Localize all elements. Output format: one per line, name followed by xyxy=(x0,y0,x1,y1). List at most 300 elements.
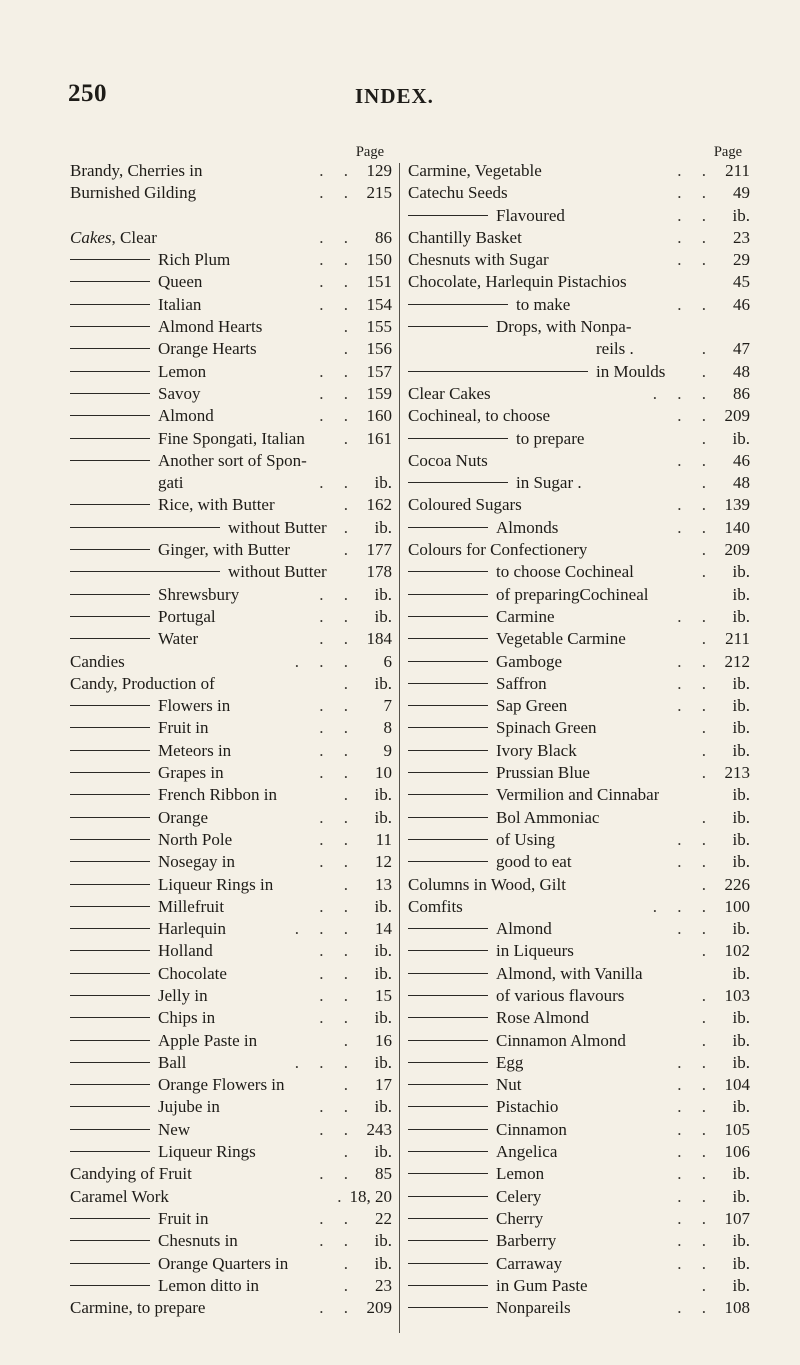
index-entry-main xyxy=(70,182,313,204)
index-term: Lemon ditto in xyxy=(158,1275,260,1295)
leader-dots: . . xyxy=(677,829,714,849)
page-reference: 103 xyxy=(724,985,750,1005)
index-entry xyxy=(70,1186,392,1208)
index-entry xyxy=(408,807,750,829)
ditto-rule xyxy=(70,794,150,795)
index-entry xyxy=(70,762,392,784)
index-entry-main xyxy=(408,985,696,1007)
index-entry xyxy=(70,1297,392,1319)
index-entry-main xyxy=(408,1141,671,1163)
index-term: to make xyxy=(516,294,571,314)
leader-dots: . . xyxy=(677,1231,714,1251)
ditto-rule xyxy=(70,348,150,349)
ditto-rule xyxy=(408,215,488,216)
page-reference: ib. xyxy=(374,1052,392,1072)
page-reference: 177 xyxy=(366,540,392,560)
leader-dots: . . xyxy=(319,183,356,203)
index-entry xyxy=(408,294,750,316)
index-term: Fruit in xyxy=(158,718,209,738)
index-term: Candies xyxy=(70,651,125,671)
index-entry-main xyxy=(408,472,696,494)
index-entry-main xyxy=(70,784,338,806)
leader-dots: . . xyxy=(319,963,356,983)
leader-dots: . . xyxy=(319,696,356,716)
page-reference: 211 xyxy=(725,629,750,649)
index-entry xyxy=(70,472,392,494)
index-entry-main xyxy=(408,784,708,806)
index-entry xyxy=(70,1253,392,1275)
index-term: Cocoa Nuts xyxy=(408,450,488,470)
ditto-rule xyxy=(70,281,150,282)
page-reference: 129 xyxy=(366,161,392,180)
index-entry-main xyxy=(70,294,313,316)
leader-dots: . xyxy=(701,807,714,827)
index-entry-main xyxy=(408,1253,671,1275)
index-entry xyxy=(408,1230,750,1252)
leader-dots: . . xyxy=(319,1008,356,1028)
page-reference: ib. xyxy=(374,517,392,537)
index-entry xyxy=(70,918,392,940)
index-entry xyxy=(408,1186,750,1208)
page-reference: 154 xyxy=(366,294,392,314)
index-term: Spinach Green xyxy=(496,718,597,738)
ditto-rule xyxy=(70,995,150,996)
index-term: Portugal xyxy=(158,606,216,626)
index-entry-main xyxy=(70,160,313,182)
index-entry xyxy=(70,1275,392,1297)
index-term: Holland xyxy=(158,941,213,961)
index-term: Carmine, Vegetable xyxy=(408,161,542,180)
index-entry xyxy=(408,940,750,962)
index-entry-main xyxy=(408,695,671,717)
page-reference: ib. xyxy=(732,696,750,716)
page-reference: 139 xyxy=(724,495,750,515)
leader-dots: . . xyxy=(677,1208,714,1228)
page-reference: 106 xyxy=(724,1142,750,1162)
page-reference: 157 xyxy=(366,361,392,381)
index-term: Almond Hearts xyxy=(158,317,263,337)
leader-dots: . xyxy=(343,1030,356,1050)
page-reference: ib. xyxy=(732,1275,750,1295)
index-entry-main xyxy=(408,249,671,271)
index-entry xyxy=(408,316,750,338)
ditto-rule xyxy=(70,1240,150,1241)
leader-dots: . xyxy=(701,562,714,582)
leader-dots: . xyxy=(701,540,714,560)
index-entry-list xyxy=(408,160,750,1319)
page-reference: 226 xyxy=(724,874,750,894)
index-term: Rose Almond xyxy=(496,1008,590,1028)
ditto-rule xyxy=(70,839,150,840)
index-column-left xyxy=(70,144,392,1319)
page-reference: ib. xyxy=(732,852,750,872)
index-term: Orange xyxy=(158,807,209,827)
page-reference: ib. xyxy=(374,1142,392,1162)
index-entry-main xyxy=(70,651,289,673)
index-entry xyxy=(408,539,750,561)
index-entry-main xyxy=(408,450,671,472)
page-reference: ib. xyxy=(732,1231,750,1251)
index-entry xyxy=(70,160,392,182)
index-entry-main xyxy=(408,1208,671,1230)
index-term: Vegetable Carmine xyxy=(496,629,626,649)
index-term: Cochineal, to choose xyxy=(408,406,551,426)
index-entry-main xyxy=(408,182,671,204)
index-entry-main xyxy=(70,717,313,739)
index-entry xyxy=(408,762,750,784)
index-term: Almond xyxy=(158,406,214,426)
index-term: in Gum Paste xyxy=(496,1275,588,1295)
index-entry xyxy=(70,1030,392,1052)
index-entry xyxy=(408,740,750,762)
page-reference: ib. xyxy=(732,584,750,604)
leader-dots: . . xyxy=(319,807,356,827)
index-term: Millefruit xyxy=(158,896,225,916)
ditto-rule xyxy=(408,750,488,751)
index-entry xyxy=(70,249,392,271)
index-entry xyxy=(408,874,750,896)
index-entry-main xyxy=(408,383,647,405)
page-reference: ib. xyxy=(732,1052,750,1072)
index-entry xyxy=(408,673,750,695)
index-entry-main xyxy=(70,227,313,249)
index-entry-main xyxy=(70,494,338,516)
index-entry-main xyxy=(70,584,313,606)
page-reference: 47 xyxy=(733,339,750,359)
index-entry xyxy=(70,1074,392,1096)
page-reference: 7 xyxy=(383,696,392,716)
ditto-rule xyxy=(70,884,150,885)
page-reference: 86 xyxy=(733,383,750,403)
ditto-rule xyxy=(408,683,488,684)
leader-dots: . . xyxy=(677,1075,714,1095)
ditto-rule xyxy=(408,326,488,327)
index-term: Another sort of Spon- xyxy=(158,450,307,470)
index-term: Drops, with Nonpa- xyxy=(496,317,632,337)
ditto-rule xyxy=(70,705,150,706)
page-reference: ib. xyxy=(374,1231,392,1251)
leader-dots: . . xyxy=(319,896,356,916)
index-term: Colours for Confectionery xyxy=(408,540,588,560)
index-entry xyxy=(408,695,750,717)
page-reference: ib. xyxy=(374,1253,392,1273)
page-reference: 12 xyxy=(375,852,392,872)
ditto-rule xyxy=(408,616,488,617)
index-term: Italian xyxy=(158,294,202,314)
page-reference: 155 xyxy=(366,317,392,337)
index-entry-main xyxy=(408,606,671,628)
index-entry-main xyxy=(70,829,313,851)
index-entry xyxy=(408,1007,750,1029)
page-reference: 49 xyxy=(733,183,750,203)
ditto-rule xyxy=(408,482,508,483)
ditto-rule xyxy=(70,950,150,951)
index-entry-main xyxy=(70,1030,338,1052)
ditto-rule xyxy=(70,549,150,550)
leader-dots: . . xyxy=(319,740,356,760)
index-entry-main xyxy=(408,1163,671,1185)
index-term: Brandy, Cherries in xyxy=(70,161,203,180)
index-term: Egg xyxy=(496,1052,524,1072)
page-reference: 107 xyxy=(724,1208,750,1228)
index-entry-main xyxy=(70,918,289,940)
page-reference: 215 xyxy=(366,183,392,203)
index-term: Ivory Black xyxy=(496,740,577,760)
index-term: Candying of Fruit xyxy=(70,1164,192,1184)
index-entry-main xyxy=(70,472,313,494)
page-reference: ib. xyxy=(374,807,392,827)
index-entry xyxy=(70,405,392,427)
page-reference: ib. xyxy=(732,1186,750,1206)
leader-dots: . . xyxy=(319,250,356,270)
index-term: in Sugar . xyxy=(516,473,582,493)
ditto-rule xyxy=(408,1285,488,1286)
page-reference: ib. xyxy=(374,673,392,693)
index-entry xyxy=(408,517,750,539)
page-reference: 45 xyxy=(733,272,750,292)
leader-dots: . . . xyxy=(294,651,356,671)
ditto-rule xyxy=(408,705,488,706)
index-entry xyxy=(70,851,392,873)
index-term: Gamboge xyxy=(496,651,563,671)
index-entry xyxy=(70,539,392,561)
leader-dots: . . xyxy=(319,294,356,314)
ditto-rule xyxy=(408,995,488,996)
ditto-rule xyxy=(408,1084,488,1085)
index-term: of preparingCochineal xyxy=(496,584,649,604)
index-term: Almonds xyxy=(496,517,559,537)
leader-dots: . . xyxy=(319,829,356,849)
index-entry xyxy=(408,918,750,940)
index-entry-main xyxy=(70,1074,338,1096)
index-term: Orange Flowers in xyxy=(158,1075,285,1095)
page-reference: ib. xyxy=(374,785,392,805)
ditto-rule xyxy=(408,438,508,439)
index-term: Chips in xyxy=(158,1008,216,1028)
index-entry-main xyxy=(70,1208,313,1230)
leader-dots: . xyxy=(701,473,714,493)
page-reference: 8 xyxy=(383,718,392,738)
index-entry xyxy=(408,606,750,628)
leader-dots: . . xyxy=(319,852,356,872)
ditto-rule xyxy=(408,861,488,862)
index-entry xyxy=(408,584,750,606)
index-entry-main xyxy=(408,1275,696,1297)
index-entry xyxy=(70,829,392,851)
index-entry xyxy=(408,896,750,918)
index-term: Almond, with Vanilla xyxy=(496,963,643,983)
index-term: Chocolate xyxy=(158,963,227,983)
index-entry-main xyxy=(408,740,696,762)
ditto-rule xyxy=(408,1263,488,1264)
index-entry-main xyxy=(408,294,671,316)
page-reference: ib. xyxy=(374,1097,392,1117)
index-entry-main xyxy=(408,361,696,383)
ditto-rule xyxy=(408,950,488,951)
index-entry-main xyxy=(408,1186,671,1208)
index-entry xyxy=(408,1163,750,1185)
ditto-rule xyxy=(408,1040,488,1041)
page-reference: 48 xyxy=(733,473,750,493)
index-entry-main xyxy=(408,940,696,962)
index-term: Bol Ammoniac xyxy=(496,807,600,827)
index-entry-main xyxy=(70,628,313,650)
index-term: Prussian Blue xyxy=(496,763,590,783)
index-entry-main xyxy=(70,762,313,784)
index-entry xyxy=(70,940,392,962)
index-term: Rice, with Butter xyxy=(158,495,275,515)
ditto-rule xyxy=(408,594,488,595)
index-term: Jelly in xyxy=(158,985,208,1005)
leader-dots: . . xyxy=(677,852,714,872)
index-term: Fruit in xyxy=(158,1208,209,1228)
index-entry xyxy=(408,561,750,583)
index-entry-main xyxy=(70,985,313,1007)
ditto-rule xyxy=(70,527,220,528)
index-entry-main xyxy=(70,383,313,405)
leader-dots: . . xyxy=(319,473,356,493)
ditto-rule xyxy=(70,638,150,639)
index-entry xyxy=(70,784,392,806)
ditto-rule xyxy=(408,1173,488,1174)
leader-dots: . xyxy=(343,673,356,693)
index-term: Angelica xyxy=(496,1142,558,1162)
index-entry-main xyxy=(408,918,671,940)
index-term: Liqueur Rings in xyxy=(158,874,274,894)
index-entry xyxy=(408,1253,750,1275)
leader-dots: . . xyxy=(677,406,714,426)
leader-dots: . xyxy=(701,339,714,359)
leader-dots: . . xyxy=(677,1186,714,1206)
ditto-rule xyxy=(70,594,150,595)
leader-dots: . . xyxy=(319,1164,356,1184)
page-reference: 86 xyxy=(375,227,392,247)
index-entry-list xyxy=(70,160,392,1319)
index-entry xyxy=(408,1119,750,1141)
page-reference: 211 xyxy=(725,161,750,180)
page-reference: 161 xyxy=(366,428,392,448)
index-entry-main xyxy=(408,628,696,650)
leader-dots: . . xyxy=(319,763,356,783)
index-term: Lemon xyxy=(496,1164,545,1184)
index-entry-main xyxy=(408,651,671,673)
page-reference: 14 xyxy=(375,919,392,939)
ditto-rule xyxy=(70,750,150,751)
index-entry-main xyxy=(408,717,696,739)
index-entry xyxy=(408,361,750,383)
ditto-rule xyxy=(408,973,488,974)
index-entry xyxy=(408,1275,750,1297)
index-entry-main xyxy=(70,874,338,896)
leader-dots: . xyxy=(343,428,356,448)
leader-dots: . . xyxy=(319,941,356,961)
index-entry-main xyxy=(70,1163,313,1185)
index-entry-main xyxy=(408,494,671,516)
leader-dots: . . xyxy=(319,606,356,626)
index-entry-main xyxy=(70,807,313,829)
index-entry-main xyxy=(70,1007,313,1029)
page-reference: ib. xyxy=(732,1097,750,1117)
ditto-rule xyxy=(70,928,150,929)
leader-dots: . xyxy=(343,540,356,560)
index-entry xyxy=(70,1163,392,1185)
leader-dots: . . xyxy=(319,272,356,292)
index-entry-main xyxy=(70,1119,313,1141)
index-entry xyxy=(70,673,392,695)
index-entry-main xyxy=(70,1253,338,1275)
index-entry-main xyxy=(408,561,696,583)
page-reference: ib. xyxy=(732,1030,750,1050)
leader-dots: . . . xyxy=(294,1052,356,1072)
index-entry xyxy=(408,651,750,673)
index-term: Cinnamon xyxy=(496,1119,567,1139)
index-entry-main xyxy=(70,606,313,628)
index-entry xyxy=(408,1030,750,1052)
ditto-rule xyxy=(70,259,150,260)
ditto-rule xyxy=(70,906,150,907)
index-term: Saffron xyxy=(496,673,547,693)
index-entry xyxy=(408,628,750,650)
index-entry-main xyxy=(408,227,671,249)
ditto-rule xyxy=(70,371,150,372)
ditto-rule xyxy=(70,861,150,862)
index-entry-main xyxy=(70,316,338,338)
ditto-rule xyxy=(70,1218,150,1219)
page-reference: ib. xyxy=(732,606,750,626)
index-entry-main xyxy=(70,1141,338,1163)
index-term: Lemon xyxy=(158,361,207,381)
index-term: Candy, Production of xyxy=(70,673,215,693)
index-term: good to eat xyxy=(496,852,572,872)
index-entry-main xyxy=(408,584,708,606)
index-term: Almond xyxy=(496,919,552,939)
page-reference: ib. xyxy=(732,673,750,693)
index-entry xyxy=(408,1297,750,1319)
leader-dots: . . xyxy=(319,1231,356,1251)
index-entry xyxy=(70,294,392,316)
index-entry-main xyxy=(408,829,671,851)
index-entry xyxy=(408,829,750,851)
page-reference: 46 xyxy=(733,450,750,470)
index-entry-main xyxy=(70,851,313,873)
index-term: Sap Green xyxy=(496,696,568,716)
ditto-rule xyxy=(70,393,150,394)
page-reference: ib. xyxy=(732,919,750,939)
page-reference: ib. xyxy=(374,963,392,983)
index-entry-main xyxy=(408,1007,696,1029)
page-reference: 105 xyxy=(724,1119,750,1139)
ditto-rule xyxy=(70,504,150,505)
index-entry xyxy=(408,1141,750,1163)
index-term: reils . xyxy=(596,339,634,359)
leader-dots: . . xyxy=(319,406,356,426)
page-reference: 102 xyxy=(724,941,750,961)
leader-dots: . . xyxy=(677,696,714,716)
index-entry xyxy=(70,1119,392,1141)
index-entry xyxy=(408,249,750,271)
ditto-rule xyxy=(70,326,150,327)
index-entry xyxy=(70,338,392,360)
index-term: Vermilion and Cinnabar xyxy=(496,785,660,805)
page-reference: 22 xyxy=(375,1208,392,1228)
index-term: Celery xyxy=(496,1186,542,1206)
index-term: Cinnamon Almond xyxy=(496,1030,626,1050)
index-entry xyxy=(408,405,750,427)
ditto-rule xyxy=(70,973,150,974)
index-term: Meteors in xyxy=(158,740,232,760)
leader-dots: . xyxy=(701,1008,714,1028)
index-entry xyxy=(70,1096,392,1118)
